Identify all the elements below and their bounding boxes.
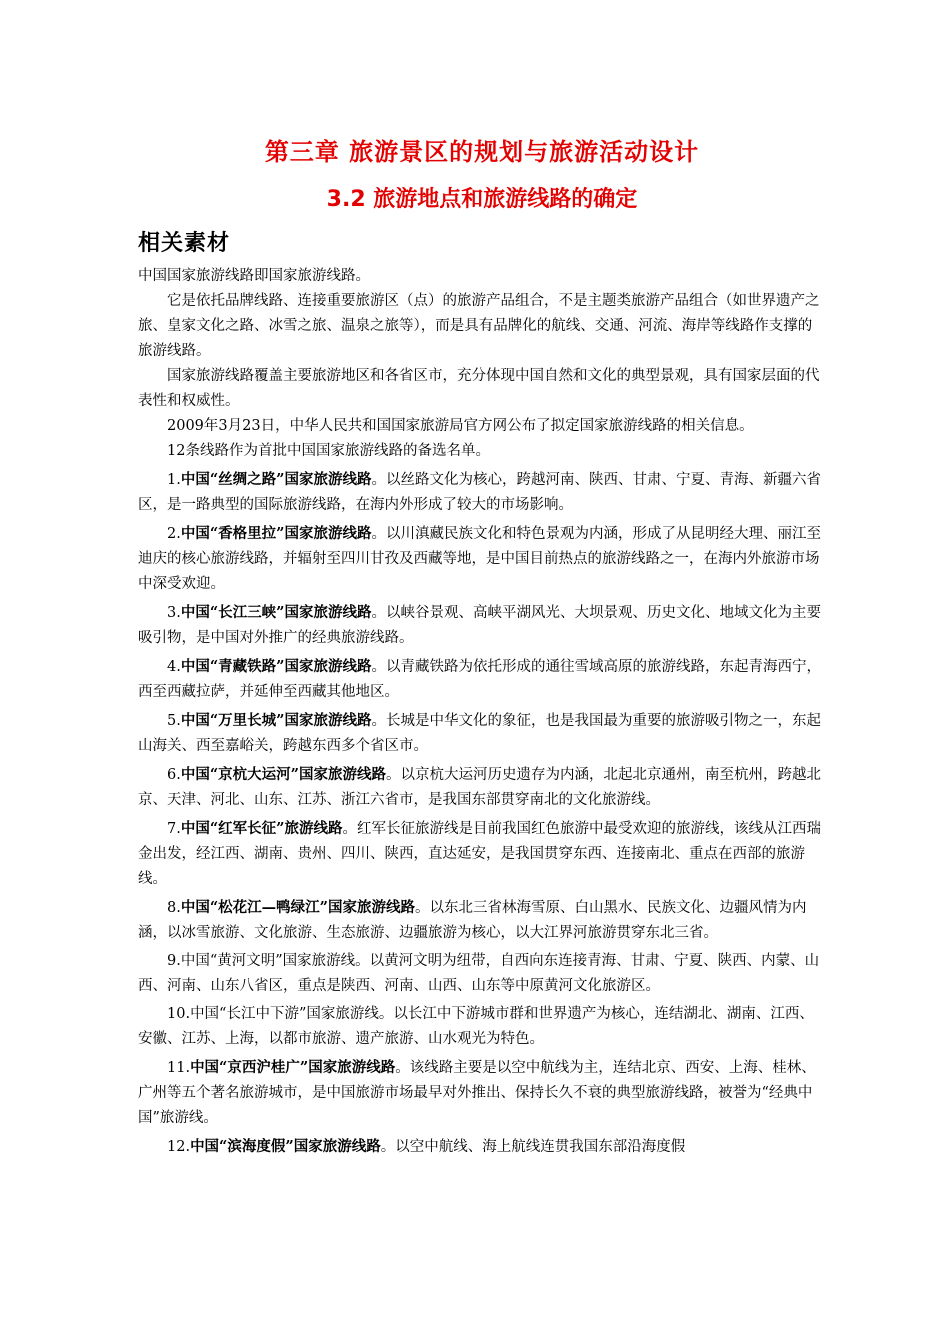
intro-paragraph-2: 国家旅游线路覆盖主要旅游地区和各省区市，充分体现中国自然和文化的典型景观，具有国家层面的代表性和权威性。: [138, 368, 820, 409]
intro-paragraph-1: 它是依托品牌线路、连接重要旅游区（点）的旅游产品组合，不是主题类旅游产品组合（如世界遗产之旅、皇家文化之路、冰雪之旅、温泉之旅等），而是具有品牌化的航线、交通、河流、海岸等线路作支撑的旅游线路。: [138, 293, 820, 359]
route-name: 中国“丝绸之路”国家旅游线路: [180, 471, 372, 488]
route-number: 9.: [167, 953, 181, 969]
route-item-12: [138, 1134, 826, 1160]
route-description: 。该线路主要是以空中航线为主，连结北京、西安、上海、桂林、广州等五个著名旅游城市，是中国旅游市场最早对外推出、保持长久不衰的典型旅游线路，被誉为“经典中国”旅游线。: [138, 1060, 816, 1126]
route-item-7: [138, 816, 826, 892]
route-item-6: [138, 762, 826, 813]
chapter-title: 第三章 旅游景区的规划与旅游活动设计: [264, 138, 700, 166]
route-description: 。以青藏铁路为依托形成的通往雪域高原的旅游线路，东起青海西宁，西至西藏拉萨，并延伸至西藏其他地区。: [138, 659, 822, 700]
route-name: 中国“滨海度假”国家旅游线路: [190, 1138, 381, 1155]
route-description: 。以川滇藏民族文化和特色景观为内涵，形成了从昆明经大理、丽江至迪庆的核心旅游线路，并辐射至四川甘孜及西藏等地，是中国目前热点的旅游线路之一，在海内外旅游市场中深受欢迎。: [138, 526, 822, 592]
intro-paragraph-4: 12条线路作为首批中国国家旅游线路的备选名单。: [167, 443, 490, 459]
route-number: 1.: [167, 472, 181, 488]
route-item-4: [138, 654, 826, 705]
route-name: 中国“京杭大运河”国家旅游线路: [180, 766, 387, 783]
route-item-9: [138, 949, 826, 999]
route-name: 中国“香格里拉”国家旅游线路: [180, 525, 372, 542]
route-item-11: [138, 1055, 826, 1131]
route-description: 。以峡谷景观、高峡平湖风光、大坝景观、历史文化、地域文化为主要吸引物，是中国对外推广的经典旅游线路。: [138, 605, 822, 646]
route-name: 中国“红军长征”旅游线路: [180, 820, 343, 837]
route-description: 。以长江中下游城市群和世界遗产为核心，连结湖北、湖南、江西、安徽、江苏、上海，以都市旅游、遗产旅游、山水观光为特色。: [138, 1006, 814, 1047]
route-description: 。以京杭大运河历史遗存为内涵，北起北京通州，南至杭州，跨越北京、天津、河北、山东、江苏、浙江六省市，是我国东部贯穿南北的文化旅游线。: [138, 767, 822, 808]
route-number: 11.: [167, 1060, 191, 1076]
route-number: 3.: [167, 605, 181, 621]
route-number: 6.: [167, 767, 181, 783]
document-page: [138, 128, 826, 1160]
route-name: 中国“京西沪桂广”国家旅游线路: [190, 1059, 396, 1076]
route-description: 。长城是中华文化的象征，也是我国最为重要的旅游吸引物之一，东起山海关、西至嘉峪关，跨越东西多个省区市。: [138, 713, 822, 754]
route-name: 中国“长江三峡”国家旅游线路: [180, 604, 372, 621]
route-description: 。以东北三省林海雪原、白山黑水、民族文化、边疆风情为内涵，以冰雪旅游、文化旅游、生态旅游、边疆旅游为核心，以大江界河旅游贯穿东北三省。: [138, 900, 807, 941]
route-number: 5.: [167, 713, 181, 729]
route-name: 中国“青藏铁路”国家旅游线路: [180, 658, 372, 675]
route-number: 8.: [167, 900, 181, 916]
route-item-10: [138, 1002, 826, 1052]
route-description: 。以空中航线、海上航线连贯我国东部沿海度假: [380, 1139, 686, 1155]
route-name: 中国“万里长城”国家旅游线路: [180, 712, 372, 729]
route-description: 。红军长征旅游线是目前我国红色旅游中最受欢迎的旅游线，该线从江西瑞金出发，经江西、湖南、贵州、四川、陕西，直达延安，是我国贯穿东西、连接南北、重点在西部的旅游线。: [138, 821, 822, 887]
route-number: 12.: [167, 1139, 191, 1155]
route-description: 。以黄河文明为纽带，自西向东连接青海、甘肃、宁夏、陕西、内蒙、山西、河南、山东八省区，重点是陕西、河南、山西、山东等中原黄河文化旅游区。: [138, 953, 820, 994]
route-number: 10.: [167, 1006, 191, 1022]
document-body: [138, 264, 826, 1160]
route-item-2: [138, 521, 826, 597]
route-item-5: [138, 708, 826, 759]
route-name: 中国“松花江—鸭绿江”国家旅游线路: [180, 899, 416, 916]
route-number: 7.: [167, 821, 181, 837]
related-materials-heading: 相关素材: [138, 231, 231, 256]
route-name: 中国“黄河文明”国家旅游线: [180, 953, 356, 969]
route-number: 2.: [167, 526, 181, 542]
route-number: 4.: [167, 659, 181, 675]
route-item-8: [138, 895, 826, 946]
intro-paragraph-0: 中国国家旅游线路即国家旅游线路。: [138, 268, 370, 284]
route-description: 。以丝路文化为核心，跨越河南、陕西、甘肃、宁夏、青海、新疆六省区，是一路典型的国际旅游线路，在海内外形成了较大的市场影响。: [138, 472, 822, 513]
section-subtitle: 3.2 旅游地点和旅游线路的确定: [326, 187, 638, 212]
intro-paragraph-3: 2009年3月23日，中华人民共和国国家旅游局官方网公布了拟定国家旅游线路的相关信息。: [167, 418, 754, 434]
route-item-3: [138, 600, 826, 651]
route-item-1: [138, 467, 826, 518]
route-name: 中国“长江中下游”国家旅游线: [190, 1006, 379, 1022]
